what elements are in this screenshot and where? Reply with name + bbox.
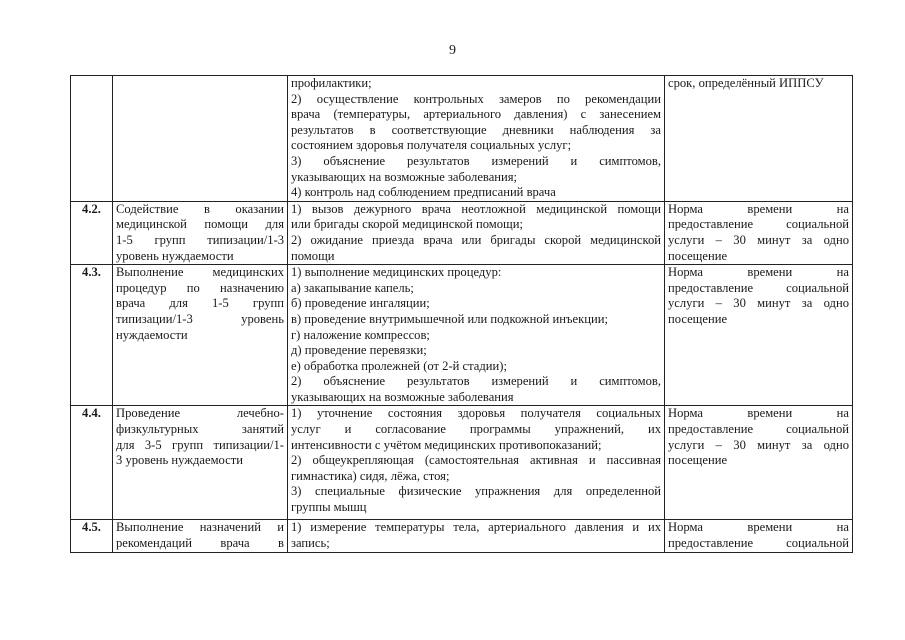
content-line: в) проведение внутримышечной или подкожной инъекции; [291,311,608,326]
service-name-cell [113,520,288,552]
row-number: 4.4. [71,406,113,520]
term-line: предоставление социальной [668,422,849,437]
name-line: типизации/1-3 уровень [116,311,284,326]
row-number: 4.5. [71,520,113,552]
name-line: уровень нуждаемости [116,248,234,263]
services-table [70,75,853,553]
name-line: 1-5 групп типизации/1-3 [116,232,284,247]
content-line: 2) общеукрепляющая (самостоятельная активная и пассивная [291,453,661,468]
name-line: нуждаемости [116,327,188,342]
service-name-cell [113,265,288,406]
content-line: 1) выполнение медицинских процедур: [291,265,502,280]
service-content-cell [288,201,665,264]
name-line: медицинской помощи для [116,217,284,232]
table-row [71,201,853,264]
term-line: предоставление социальной [668,280,849,295]
content-line: интенсивности с учётом медицинских противопоказаний; [291,437,602,452]
page-number: 9 [449,43,456,58]
content-line: помощи [291,248,335,263]
term-line: предоставление социальной [668,536,849,551]
content-line: или бригады скорой медицинской помощи; [291,217,523,232]
row-number: 4.3. [71,265,113,406]
content-line: группы мышц [291,500,367,515]
row-number: 4.2. [71,201,113,264]
service-name-cell [113,76,288,202]
content-line: д) проведение перевязки; [291,343,427,358]
content-line: услуг и согласование программы упражнений, их [291,422,661,437]
name-line: физкультурных занятий [116,422,284,437]
name-line: процедур по назначению [116,280,284,295]
name-line: 3 уровень нуждаемости [116,453,244,468]
content-line: запись; [291,536,330,551]
service-term-cell [665,406,853,520]
term-line: посещение [668,248,728,263]
content-line: 2) осуществление контрольных замеров по рекомендации [291,91,661,106]
content-line: г) наложение компрессов; [291,327,430,342]
table-row [71,520,853,552]
service-content-cell [288,406,665,520]
content-line: б) проведение ингаляции; [291,296,430,311]
content-line: профилактики; [291,76,372,90]
term-line: посещение [668,453,728,468]
content-line: 2) объяснение результатов измерений и симптомов, [291,374,661,389]
term-line: Норма времени на [668,406,849,421]
name-line: Проведение лечебно- [116,406,284,421]
service-term-cell [665,201,853,264]
content-line: 1) вызов дежурного врача неотложной медицинской помощи [291,201,661,216]
table-row [71,265,853,406]
service-term-cell [665,520,853,552]
content-line: 1) измерение температуры тела, артериального давления и их [291,520,661,535]
content-line: 3) специальные физические упражнения для определенной [291,484,661,499]
content-line: е) обработка пролежней (от 2-й стадии); [291,358,507,373]
name-line: рекомендаций врача в [116,536,284,551]
term-line: услуги – 30 минут за одно [668,296,849,311]
name-line: Содействие в оказании [116,201,284,216]
term-line: Норма времени на [668,265,849,280]
term-line: предоставление социальной [668,217,849,232]
service-name-cell [113,406,288,520]
service-content-cell [288,265,665,406]
term-line: Норма времени на [668,201,849,216]
service-term-cell [665,76,853,202]
content-line: результатов в соответствующие дневники наблюдения за [291,122,661,137]
content-line: 1) уточнение состояния здоровья получателя социальных [291,406,661,421]
content-line: состоянием здоровья получателя социальных услуг; [291,138,572,153]
content-line: гимнастика) сидя, лёжа, стоя; [291,468,450,483]
content-line: 2) ожидание приезда врача или бригады скорой медицинской [291,232,661,247]
content-line: врача (температуры, артериального давления) с занесением [291,107,661,122]
service-content-cell [288,520,665,552]
term-line: услуги – 30 минут за одно [668,437,849,452]
term-line: Норма времени на [668,520,849,535]
service-term-cell [665,265,853,406]
name-line: Выполнение медицинских [116,265,284,280]
table-row [71,76,853,202]
service-content-cell [288,76,665,202]
content-line: указывающих на возможные заболевания [291,389,514,404]
term-line: срок, определённый ИППСУ [668,76,824,90]
name-line: Выполнение назначений и [116,520,284,535]
content-line: 4) контроль над соблюдением предписаний врача [291,185,556,200]
content-line: а) закапывание капель; [291,280,414,295]
term-line: посещение [668,311,728,326]
table-row [71,406,853,520]
content-line: указывающих на возможные заболевания; [291,169,518,184]
name-line: врача для 1-5 групп [116,296,284,311]
content-line: 3) объяснение результатов измерений и симптомов, [291,153,661,168]
term-line: услуги – 30 минут за одно [668,232,849,247]
name-line: для 3-5 групп типизации/1- [116,437,284,452]
row-number [71,76,113,202]
service-name-cell [113,201,288,264]
